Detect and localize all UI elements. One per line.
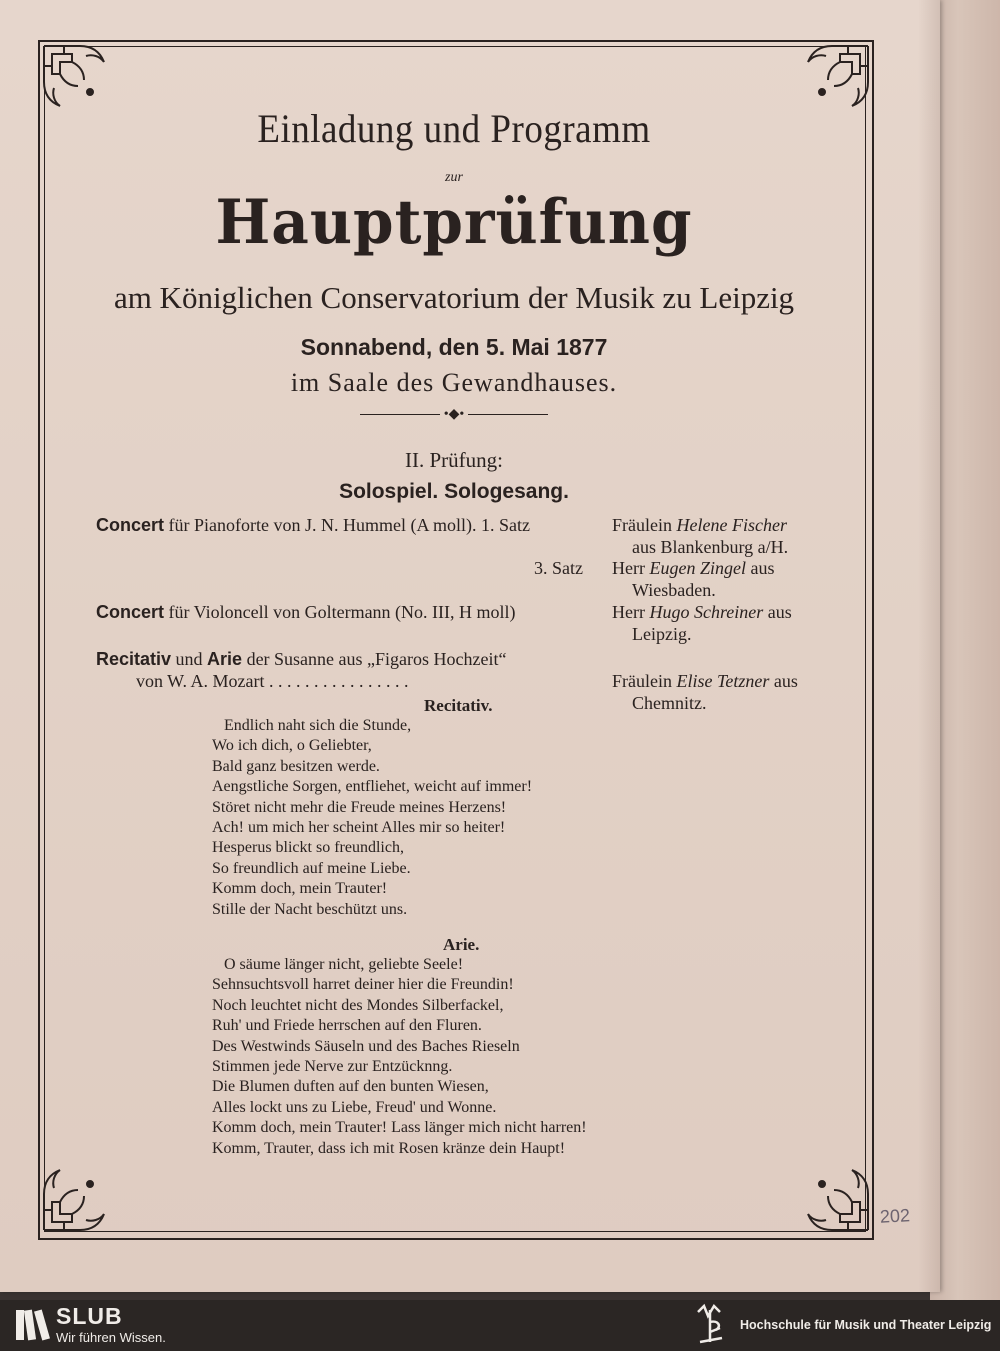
footer-bar	[0, 1300, 1000, 1349]
recitativ-heading: Recitativ.	[424, 696, 493, 715]
piece-details: für Pianoforte von J. N. Hummel (A moll). 1. Satz	[164, 515, 530, 535]
partner-institution[interactable]: Hochschule für Musik und Theater Leipzig	[740, 1318, 992, 1332]
lyric-line: Störet nicht mehr die Freude meines Herzens!	[212, 798, 507, 816]
lyric-line: Ach! um mich her scheint Alles mir so heiter!	[212, 819, 506, 836]
piece-genre: Recitativ	[96, 649, 172, 669]
program-item-piece	[96, 601, 516, 623]
arie-heading: Arie.	[443, 935, 480, 954]
exam-type: Solospiel. Sologesang.	[339, 480, 569, 503]
lyric-line: Stimmen jede Nerve zur Entzücknng.	[212, 1058, 453, 1075]
program-item-piece	[96, 514, 530, 536]
performer-hometown: aus Blankenburg a/H.	[632, 537, 789, 557]
date-line: Sonnabend, den 5. Mai 1877	[300, 334, 608, 360]
program-item-performer	[612, 557, 774, 579]
performer-title: Herr	[612, 602, 650, 622]
corner-ornament-icon	[796, 1158, 872, 1234]
hmt-logo-icon[interactable]	[694, 1302, 728, 1346]
lyric-line: Ruh' und Friede herrschen auf den Fluren.	[212, 1017, 482, 1035]
program-item-performer	[612, 670, 798, 692]
piece-details: und	[171, 649, 208, 669]
library-claim: Wir führen Wissen.	[56, 1330, 166, 1345]
performer-origin: aus	[763, 602, 792, 622]
piece-genre: Concert	[96, 515, 165, 535]
lyric-line: Des Westwinds Säuseln und des Baches Rieseln	[212, 1037, 520, 1055]
program-item-piece: 3. Satz	[534, 558, 583, 578]
lyric-line: Die Blumen duften auf den bunten Wiesen,	[212, 1078, 489, 1096]
lyric-line: Alles lockt uns zu Liebe, Freud' und Wonne.	[212, 1098, 497, 1116]
piece-details: für Violoncell von Goltermann (No. III, H moll)	[164, 602, 516, 622]
exam-number: II. Prüfung:	[405, 448, 503, 472]
performer-title: Herr	[612, 558, 650, 578]
library-name[interactable]: SLUB	[56, 1303, 123, 1329]
venue-line: im Saale des Gewandhauses.	[290, 368, 618, 397]
performer-name: Helene Fischer	[676, 515, 787, 535]
lyric-line: O säume länger nicht, geliebte Seele!	[212, 956, 464, 973]
performer-origin: aus	[745, 558, 775, 578]
program-item-performer	[612, 601, 792, 623]
page-number: 202	[879, 1205, 911, 1227]
lyric-line: Hesperus blickt so freundlich,	[212, 839, 404, 857]
performer-hometown: Wiesbaden.	[632, 580, 716, 600]
lyric-line: Komm, Trauter, dass ich mit Rosen kränze dein Haupt!	[212, 1139, 566, 1157]
performer-hometown: Leipzig.	[632, 624, 692, 644]
lyric-line: Wo ich dich, o Geliebter,	[212, 737, 372, 755]
next-page-edge	[930, 0, 1000, 1300]
performer-name: Elise Tetzner	[676, 671, 770, 691]
lyric-line: So freundlich auf meine Liebe.	[212, 859, 411, 877]
lyric-line: Komm doch, mein Trauter!	[212, 880, 388, 898]
composer-line: von W. A. Mozart . . . . . . . . . . . . . . . .	[136, 671, 409, 691]
performer-name: Eugen Zingel	[649, 558, 746, 578]
slub-logo-icon[interactable]	[14, 1306, 52, 1344]
document-title: Einladung und Programm	[257, 107, 651, 152]
performer-hometown: Chemnitz.	[632, 693, 707, 713]
performer-name: Hugo Schreiner	[649, 602, 764, 622]
lyric-line: Bald ganz besitzen werde.	[212, 757, 380, 775]
program-item-piece	[96, 648, 506, 670]
lyric-line: Aengstliche Sorgen, entfliehet, weicht auf immer!	[212, 778, 533, 796]
divider-ornament-icon: •◆•	[44, 406, 864, 423]
piece-genre: Concert	[96, 602, 165, 622]
performer-title: Fräulein	[612, 515, 677, 535]
performer-title: Fräulein	[612, 671, 677, 691]
institution-line: am Königlichen Conservatorium der Musik zu Leipzig	[113, 280, 795, 315]
program-item-performer	[612, 514, 787, 536]
piece-details: der Susanne aus „Figaros Hochzeit“	[242, 649, 507, 669]
lyric-line: Komm doch, mein Trauter! Lass länger mich nicht harren!	[212, 1119, 587, 1137]
lyric-line: Sehnsuchtsvoll harret deiner hier die Freundin!	[212, 976, 514, 994]
lyric-line: Endlich naht sich die Stunde,	[212, 717, 412, 734]
title-connector: zur	[445, 170, 463, 185]
corner-ornament-icon	[40, 1158, 116, 1234]
piece-genre: Arie	[207, 649, 243, 669]
page-edge-shadow	[918, 0, 940, 1292]
lyric-line: Stille der Nacht beschützt uns.	[212, 900, 408, 918]
lyric-line: Noch leuchtet nicht des Mondes Silberfackel,	[212, 996, 504, 1014]
main-heading: Hauptprüfung	[215, 186, 693, 258]
performer-origin: aus	[769, 671, 798, 691]
